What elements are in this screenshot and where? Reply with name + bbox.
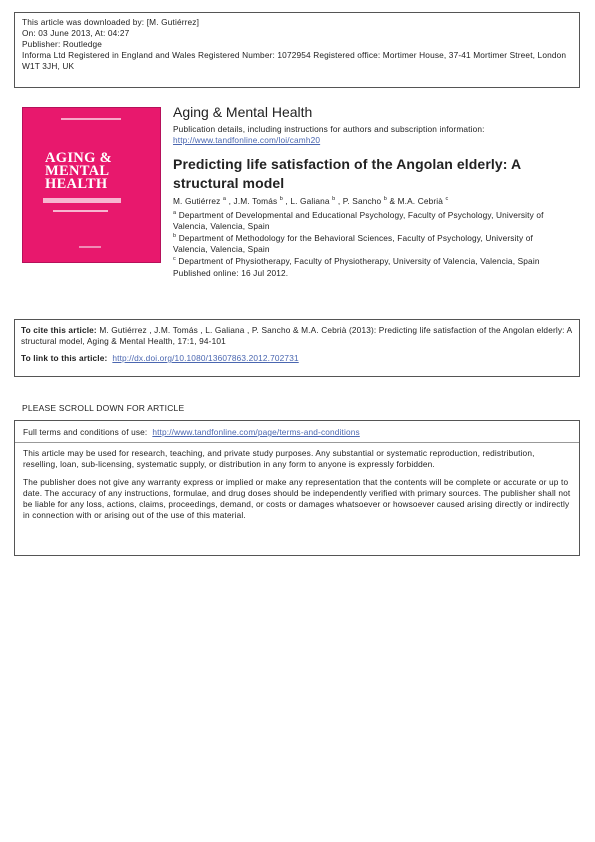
- terms-label: Full terms and conditions of use:: [23, 427, 148, 437]
- author: L. Galiana: [290, 196, 330, 206]
- article-title: Predicting life satisfaction of the Angolan elderly: A structural model: [173, 156, 521, 191]
- cite-label: To cite this article:: [21, 325, 97, 335]
- affiliation: [173, 256, 563, 267]
- affiliation: [173, 233, 563, 255]
- terms-paragraph-1: This article may be used for research, teaching, and private study purposes. Any substantial or systematic reproduction, redistribution, reselling, loan, sub-licensing, systematic supply, or distribution in any form to anyone is expressly forbidden.: [23, 448, 535, 469]
- terms-box: [14, 420, 580, 556]
- download-date: On: 03 June 2013, At: 04:27: [22, 28, 130, 38]
- cover-subtitle-strip: [53, 210, 108, 212]
- terms-link[interactable]: http://www.tandfonline.com/page/terms-and-conditions: [152, 427, 360, 437]
- author-sup: a: [222, 196, 227, 202]
- publication-details: [173, 124, 573, 146]
- author-sup: b: [279, 196, 283, 202]
- journal-name: Aging & Mental Health: [173, 104, 313, 120]
- affiliation: [173, 210, 563, 232]
- author: P. Sancho: [342, 196, 382, 206]
- affiliation-text: Department of Developmental and Educational Psychology, Faculty of Psychology, University of Valencia, Valencia, Spain: [173, 210, 544, 231]
- registration-info: Informa Ltd Registered in England and Wales Registered Number: 1072954 Registered office: Mortimer House, 37-41 Mortimer Street, London W1T 3JH, UK: [22, 50, 567, 71]
- download-info-box: [14, 12, 580, 88]
- cover-title-line-2: MENTAL: [45, 163, 110, 179]
- journal-cover-image: [22, 107, 161, 263]
- publication-details-text: Publication details, including instructions for authors and subscription information:: [173, 124, 485, 134]
- cover-title-line-1: AGING &: [45, 150, 112, 166]
- doi-link[interactable]: http://dx.doi.org/10.1080/13607863.2012.702731: [112, 353, 299, 363]
- author-sup: b: [383, 196, 387, 202]
- cover-publisher-strip: [79, 246, 101, 248]
- cover-title-line-3: HEALTH: [45, 176, 108, 192]
- author: M. Gutiérrez: [173, 196, 221, 206]
- publisher: Publisher: Routledge: [22, 39, 103, 49]
- divider: [15, 442, 579, 443]
- published-date: Published online: 16 Jul 2012.: [173, 268, 289, 278]
- cite-text: M. Gutiérrez , J.M. Tomás , L. Galiana , P. Sancho & M.A. Cebrià (2013): Predicting life satisfaction of the Angolan elderly: A structural model, Aging & Mental Health, 17:1, 94-101: [21, 325, 572, 346]
- cover-title: [45, 152, 112, 191]
- link-label: To link to this article:: [21, 353, 108, 363]
- scroll-notice: PLEASE SCROLL DOWN FOR ARTICLE: [22, 403, 185, 413]
- affiliation-sup: b: [173, 233, 177, 239]
- cover-top-strip: [61, 118, 121, 120]
- affiliation-sup: c: [173, 256, 176, 262]
- author-sup: c: [445, 196, 449, 202]
- affiliation-text: Department of Physiotherapy, Faculty of Physiotherapy, University of Valencia, Valencia, Spain: [178, 256, 540, 266]
- cover-band: [43, 198, 121, 203]
- author-list: M. Gutiérrez $^a$ , J.M. Tomás $^b$ , L. Galiana $^b$ , P. Sancho $^b$ & M.A. Cebrià $^c$: [173, 196, 449, 206]
- citation: [21, 325, 573, 347]
- terms-paragraph-2: The publisher does not give any warranty express or implied or make any representation that the contents will be complete or accurate or up to date. The accuracy of any instructions, formulae, and drug doses should be independently verified with primary sources. The publisher shall not be liable for any loss, actions, claims, proceedings, demand, or costs or damages whatsoever or howsoever caused arising directly or indirectly in connection with or arising out of the use of this material.: [23, 477, 571, 520]
- terms-row: [23, 427, 571, 438]
- affiliation-sup: a: [173, 210, 177, 216]
- author: M.A. Cebrià: [397, 196, 444, 206]
- affiliations: [173, 210, 563, 280]
- downloaded-by: This article was downloaded by: [M. Gutiérrez]: [22, 17, 200, 27]
- affiliation-text: Department of Methodology for the Behavioral Sciences, Faculty of Psychology, University of Valencia, Valencia, Spain: [173, 233, 533, 254]
- doi-row: [21, 353, 573, 364]
- citation-box: [14, 319, 580, 377]
- journal-link[interactable]: http://www.tandfonline.com/loi/camh20: [173, 135, 321, 145]
- author-sup: b: [332, 196, 336, 202]
- author: J.M. Tomás: [233, 196, 278, 206]
